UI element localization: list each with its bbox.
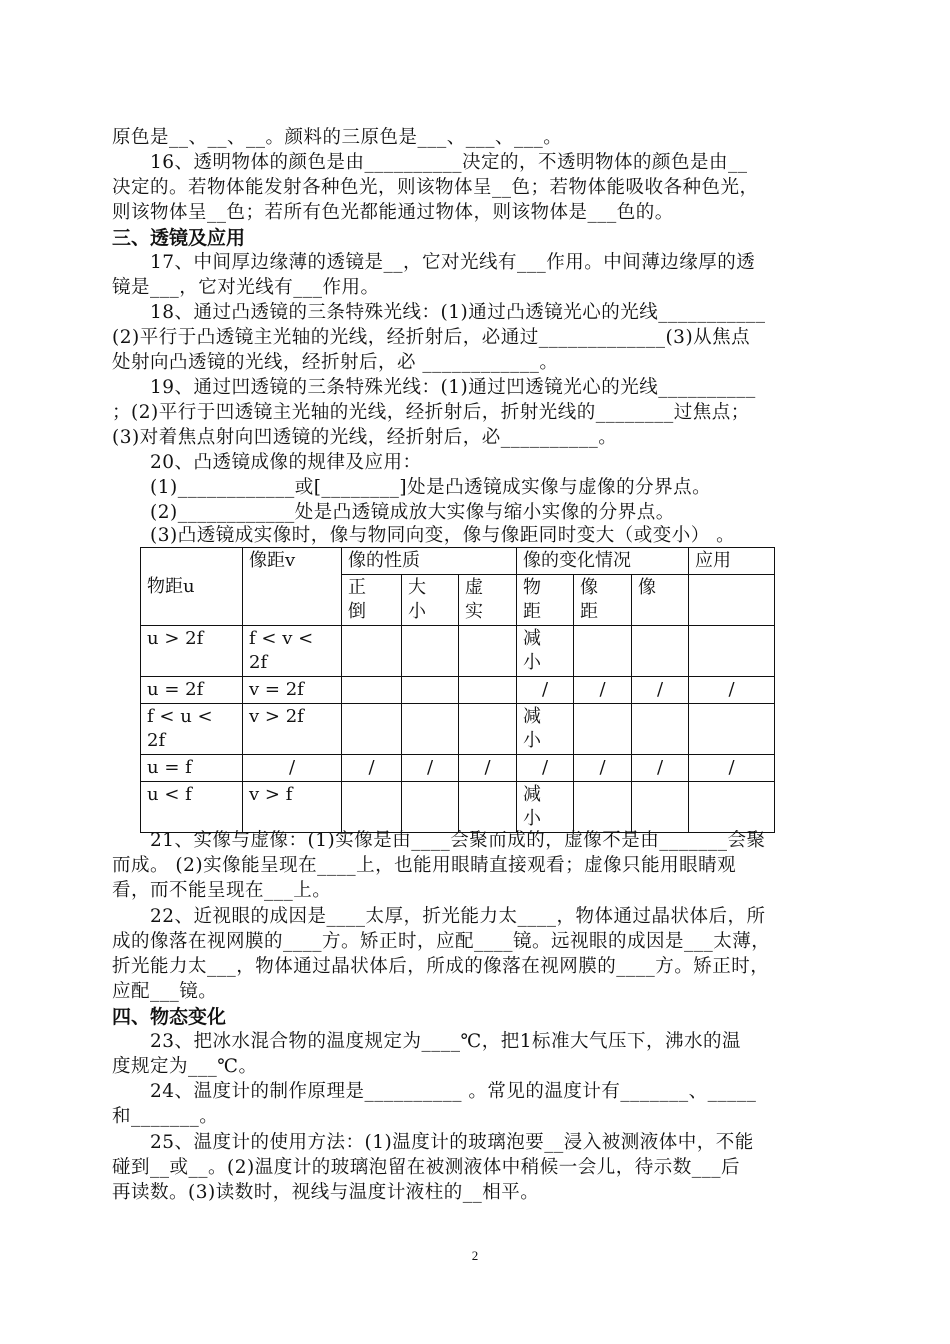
text-line: 折光能力太___，物体通过晶状体后，所成的像落在视网膜的____方。矫正时， xyxy=(112,956,770,977)
cell-v: v = 2f xyxy=(243,677,342,704)
table-cell xyxy=(459,782,517,833)
cell-v: v > 2f xyxy=(243,704,342,755)
header-img-dist: 像 距 xyxy=(574,575,632,626)
cell-u: u = f xyxy=(141,755,243,782)
table-cell xyxy=(459,704,517,755)
text-line: (2)平行于凸透镜主光轴的光线，经折射后，必通过_____________(3)从焦点 xyxy=(112,327,751,348)
table-cell: 减 小 xyxy=(517,626,574,677)
text-line: 成的像落在视网膜的____方。矫正时，应配____镜。远视眼的成因是___太薄， xyxy=(112,931,771,952)
cell-u: u < f xyxy=(141,782,243,833)
section-heading-lenses: 三、透镜及应用 xyxy=(112,227,246,249)
header-image-distance: 像距v xyxy=(243,548,342,626)
cell-u: f < u < 2f xyxy=(141,704,243,755)
table-cell xyxy=(632,704,689,755)
header-upright: 正 倒 xyxy=(342,575,402,626)
text-line: (3)凸透镜成实像时，像与物同向变，像与像距同时变大（或变小） 。 xyxy=(150,525,736,546)
text-line: 度规定为___℃。 xyxy=(112,1056,258,1077)
table-cell xyxy=(632,782,689,833)
header-object-distance: 物距u xyxy=(141,548,243,626)
header-blank xyxy=(689,575,775,626)
text-line: 而成。 (2)实像能呈现在____上，也能用眼睛直接观看；虚像只能用眼睛观 xyxy=(112,855,737,876)
text-line: ；(2)平行于凹透镜主光轴的光线，经折射后，折射光线的________过焦点； xyxy=(112,402,750,423)
table-cell xyxy=(459,677,517,704)
question-16: 16、透明物体的颜色是由__________决定的，不透明物体的颜色是由__ xyxy=(150,152,748,173)
table-cell: / xyxy=(574,677,632,704)
text-line: 则该物体呈__色；若所有色光都能通过物体，则该物体是___色的。 xyxy=(112,202,674,223)
table-cell xyxy=(402,704,459,755)
table-cell: / xyxy=(574,755,632,782)
question-17: 17、中间厚边缘薄的透镜是__，它对光线有___作用。中间薄边缘厚的透 xyxy=(150,252,756,273)
text-line: 镜是___，它对光线有___作用。 xyxy=(112,277,380,298)
page-number: 2 xyxy=(471,1248,479,1263)
text-line: 和_______。 xyxy=(112,1106,219,1127)
question-24: 24、温度计的制作原理是__________ 。常见的温度计有_______、_____ xyxy=(150,1081,757,1102)
text-line: 原色是__、__、__。颜料的三原色是___、___、___。 xyxy=(112,127,563,148)
table-cell xyxy=(402,782,459,833)
header-image: 像 xyxy=(632,575,689,626)
question-22: 22、近视眼的成因是____太厚，折光能力太____，物体通过晶状体后，所 xyxy=(150,906,766,927)
table-cell: / xyxy=(689,677,775,704)
text-line: 碰到__或__。(2)温度计的玻璃泡留在被测液体中稍候一会儿，待示数___后 xyxy=(112,1157,740,1178)
cell-v: v > f xyxy=(243,782,342,833)
table-cell xyxy=(574,704,632,755)
cell-u: u = 2f xyxy=(141,677,243,704)
table-cell: / xyxy=(342,755,402,782)
table-cell xyxy=(459,626,517,677)
table-cell: / xyxy=(517,755,574,782)
table-cell xyxy=(342,677,402,704)
table-cell xyxy=(574,782,632,833)
table-cell: 减 小 xyxy=(517,704,574,755)
text-line: 应配___镜。 xyxy=(112,981,218,1002)
cell-v: / xyxy=(243,755,342,782)
table-cell xyxy=(689,704,775,755)
table-cell: / xyxy=(517,677,574,704)
question-25: 25、温度计的使用方法：(1)温度计的玻璃泡要__浸入被测液体中，不能 xyxy=(150,1132,754,1153)
table-cell: 减 小 xyxy=(517,782,574,833)
question-21: 21、实像与虚像：(1)实像是由____会聚而成的，虚像不是由_______会聚 xyxy=(150,830,766,851)
section-heading-state-change: 四、物态变化 xyxy=(112,1006,227,1028)
text-line: (2)____________处是凸透镜成放大实像与缩小实像的分界点。 xyxy=(150,502,675,523)
table-row xyxy=(141,626,775,677)
table-row xyxy=(141,782,775,833)
table-cell: / xyxy=(459,755,517,782)
question-20: 20、凸透镜成像的规律及应用： xyxy=(150,452,422,473)
header-size: 大 小 xyxy=(402,575,459,626)
table-cell xyxy=(342,704,402,755)
table-cell: / xyxy=(632,677,689,704)
header-image-change: 像的变化情况 xyxy=(517,548,689,575)
header-obj-dist: 物 距 xyxy=(517,575,574,626)
text-line: (3)对着焦点射向凹透镜的光线，经折射后，必__________。 xyxy=(112,427,618,448)
table-cell xyxy=(574,626,632,677)
table-cell xyxy=(402,626,459,677)
table-cell: / xyxy=(402,755,459,782)
header-application: 应用 xyxy=(689,548,775,575)
table-row xyxy=(141,704,775,755)
cell-u: u > 2f xyxy=(141,626,243,677)
cell-v: f < v < 2f xyxy=(243,626,342,677)
text-line: 处射向凸透镜的光线，经折射后，必 ____________。 xyxy=(112,352,559,373)
header-real: 虚 实 xyxy=(459,575,517,626)
header-image-nature: 像的性质 xyxy=(342,548,517,575)
question-18: 18、通过凸透镜的三条特殊光线：(1)通过凸透镜光心的光线___________ xyxy=(150,302,766,323)
table-cell: / xyxy=(689,755,775,782)
question-19: 19、通过凹透镜的三条特殊光线：(1)通过凹透镜光心的光线__________ xyxy=(150,377,756,398)
table-row xyxy=(141,755,775,782)
question-23: 23、把冰水混合物的温度规定为____℃，把1标准大气压下，沸水的温 xyxy=(150,1031,742,1052)
text-line: 再读数。(3)读数时，视线与温度计液柱的__相平。 xyxy=(112,1182,540,1203)
table-cell xyxy=(402,677,459,704)
text-line: 决定的。若物体能发射各种色光，则该物体呈__色；若物体能吸收各种色光， xyxy=(112,177,759,198)
table-cell xyxy=(632,626,689,677)
table-cell xyxy=(689,626,775,677)
lens-imaging-table xyxy=(140,547,774,833)
table-cell: / xyxy=(632,755,689,782)
table-row xyxy=(141,677,775,704)
table-cell xyxy=(342,626,402,677)
table-cell xyxy=(342,782,402,833)
table-cell xyxy=(689,782,775,833)
text-line: (1)____________或[________]处是凸透镜成实像与虚像的分界点。 xyxy=(150,477,712,498)
text-line: 看，而不能呈现在___上。 xyxy=(112,880,332,901)
